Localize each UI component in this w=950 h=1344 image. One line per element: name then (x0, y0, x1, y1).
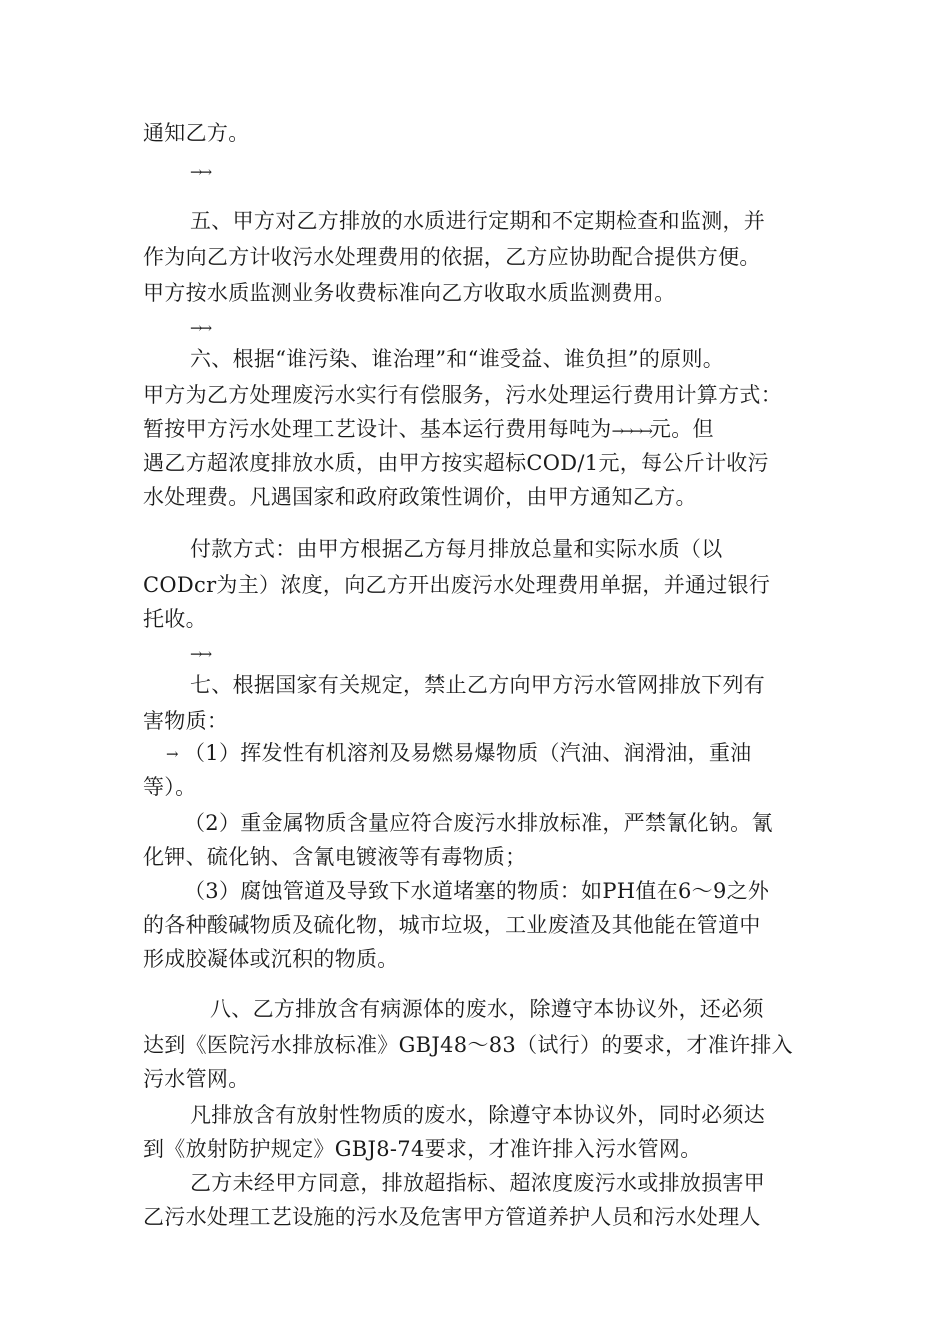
text-line: 等）。 (143, 775, 197, 799)
text-line: 甲方按水质监测业务收费标准向乙方收取水质监测费用。 (143, 281, 676, 305)
text-line-with-blank (143, 412, 823, 448)
tab-arrow-icon: →→ (190, 319, 210, 337)
text-line: 的各种酸碱物质及硫化物，城市垃圾，工业废渣及其他能在管道中 (143, 913, 761, 937)
text-line: 害物质： (143, 709, 229, 733)
paragraph-start-line: 乙方未经甲方同意，排放超指标、超浓度废污水或排放损害甲 (190, 1171, 766, 1195)
text-line: 乙污水处理工艺设施的污水及危害甲方管道养护人员和污水处理人 (143, 1205, 761, 1229)
list-item-1: （1）挥发性有机溶剂及易燃易爆物质（汽油、润滑油，重油 (184, 741, 752, 765)
section-five-line: 五、甲方对乙方排放的水质进行定期和不定期检查和监测，并 (190, 209, 766, 233)
tab-arrow-icon: →→ (190, 163, 210, 181)
text-line: 通知乙方。 (143, 121, 250, 145)
text-line: 达到《医院污水排放标准》GBJ48～83（试行）的要求，才准许排入 (143, 1033, 793, 1057)
text-line: 到《放射防护规定》GBJ8-74要求，才准许排入污水管网。 (143, 1137, 702, 1161)
single-arrow-icon: → (166, 745, 176, 763)
payment-method-line: 付款方式：由甲方根据乙方每月排放总量和实际水质（以 (190, 537, 723, 561)
blank-fill-arrows-icon: →→→→ (611, 422, 650, 440)
text-line: 甲方为乙方处理废污水实行有偿服务，污水处理运行费用计算方式： (143, 383, 782, 407)
text-line: 水处理费。凡遇国家和政府政策性调价，由甲方通知乙方。 (143, 485, 697, 509)
list-item-3: （3）腐蚀管道及导致下水道堵塞的物质：如PH值在6～9之外 (184, 879, 770, 903)
section-six-line: 六、根据“谁污染、谁治理”和“谁受益、谁负担”的原则。 (190, 347, 725, 371)
paragraph-start-line: 凡排放含有放射性物质的废水，除遵守本协议外，同时必须达 (190, 1103, 766, 1127)
text-line: CODcr为主）浓度，向乙方开出废污水处理费用单据，并通过银行 (143, 573, 771, 597)
text-line: 形成胶凝体或沉积的物质。 (143, 947, 399, 971)
section-eight-line: 八、乙方排放含有病源体的废水，除遵守本协议外，还必须 (210, 997, 764, 1021)
text-segment: 暂按甲方污水处理工艺设计、基本运行费用每吨为 (143, 417, 612, 441)
section-seven-line: 七、根据国家有关规定，禁止乙方向甲方污水管网排放下列有 (190, 673, 766, 697)
text-line: 污水管网。 (143, 1067, 250, 1091)
text-line: 托收。 (143, 607, 207, 631)
text-line: 化钾、硫化钠、含氰电镀液等有毒物质； (143, 845, 527, 869)
text-line: 作为向乙方计收污水处理费用的依据，乙方应协助配合提供方便。 (143, 245, 761, 269)
list-item-2: （2）重金属物质含量应符合废污水排放标准，严禁氰化钠。氰 (184, 811, 773, 835)
text-segment: 元。但 (649, 417, 714, 441)
text-line: 遇乙方超浓度排放水质，由甲方按实超标COD/1元，每公斤计收污 (143, 451, 769, 475)
tab-arrow-icon: →→ (190, 645, 210, 663)
